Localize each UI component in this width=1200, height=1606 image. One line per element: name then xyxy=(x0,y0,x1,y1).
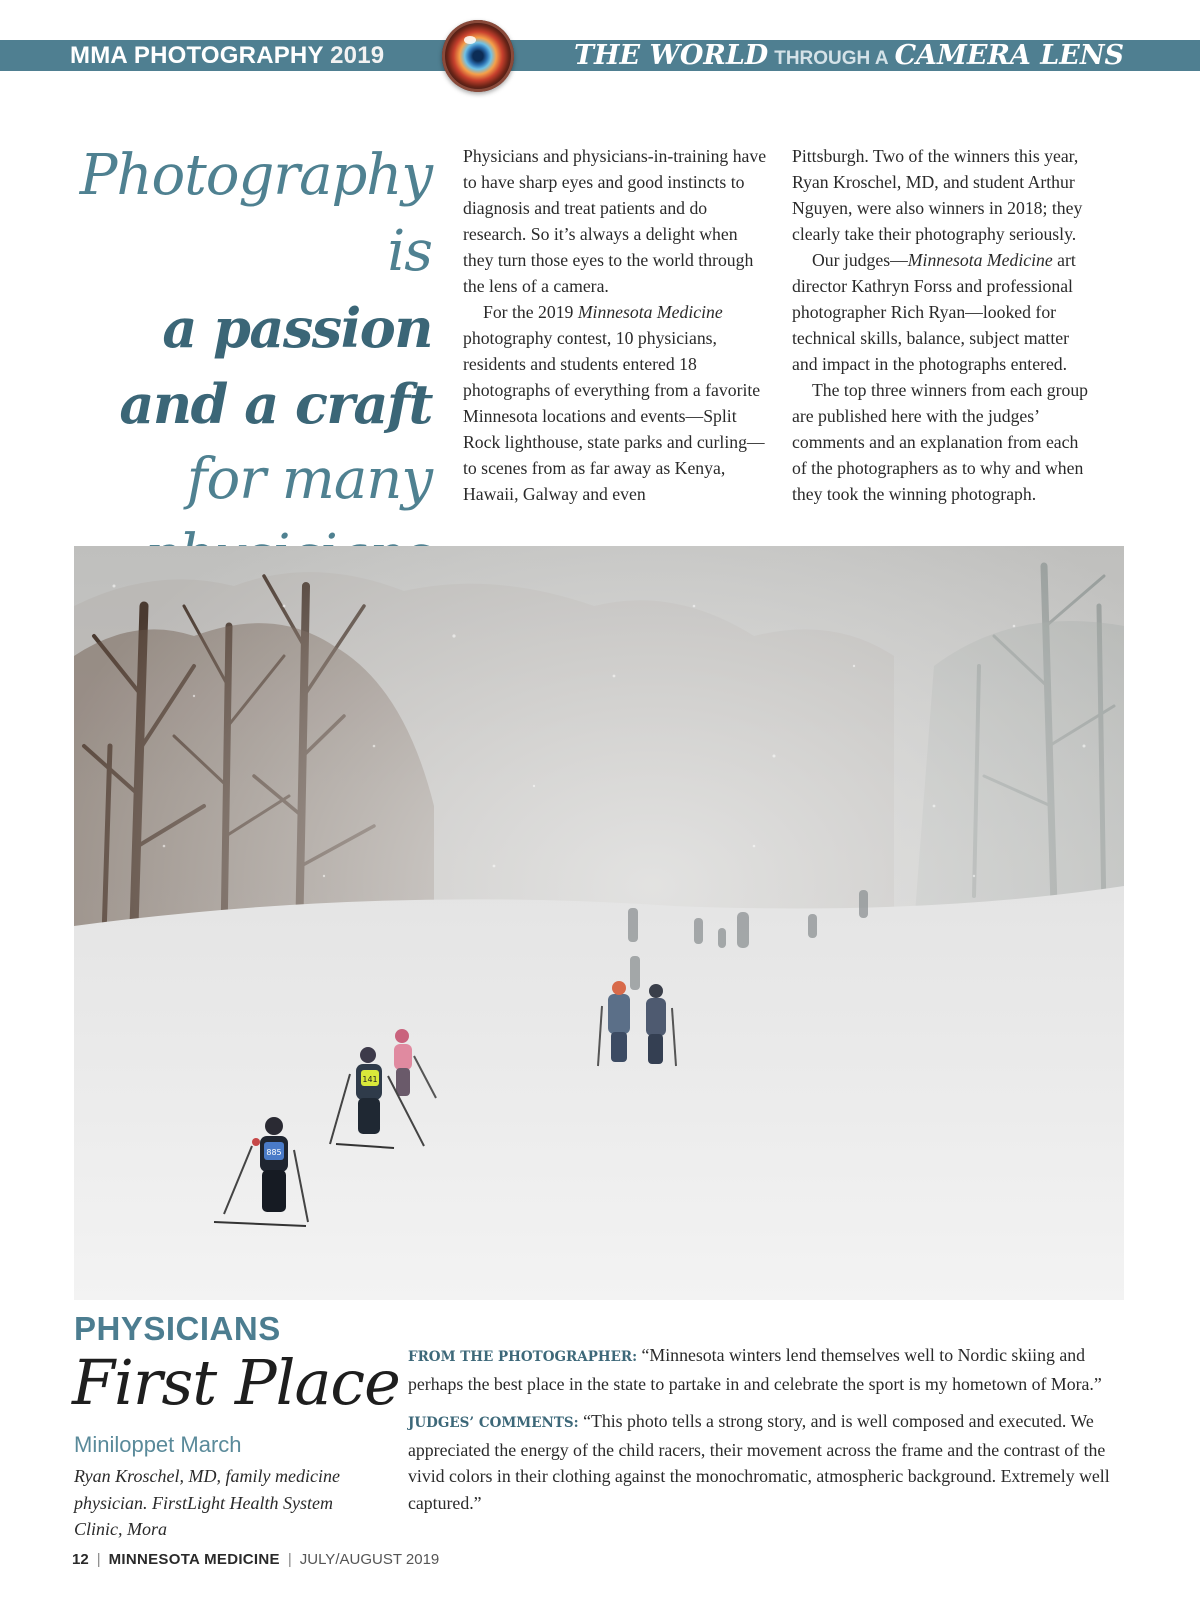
award-category: PHYSICIANS xyxy=(74,1310,281,1347)
camera-lens-icon xyxy=(442,20,514,92)
headline xyxy=(60,138,432,594)
intro-column-1 xyxy=(463,143,767,507)
series-title-part3: CAMERA LENS xyxy=(894,40,1124,71)
intro-paragraph-5: The top three winners from each group are published here with the judges’ comments and an explanation from each of the photographers as to why and when they took the winning photograph. xyxy=(792,380,1089,504)
series-title-part2: THROUGH A xyxy=(774,48,889,69)
award-comments xyxy=(408,1342,1120,1527)
headline-line-1: Photography is xyxy=(79,143,432,284)
magazine-name: MINNESOTA MEDICINE xyxy=(108,1551,280,1568)
header-banner xyxy=(0,40,1200,71)
photo-title: Miniloppet March xyxy=(74,1432,242,1457)
intro-p2-text-a: For the 2019 xyxy=(483,302,578,322)
intro-paragraph-4 xyxy=(792,247,1096,377)
award-place: First Place xyxy=(72,1346,400,1419)
intro-p2-magazine: Minnesota Medicine xyxy=(577,302,723,322)
photographer-label: FROM THE PHOTOGRAPHER: xyxy=(408,1349,638,1365)
headline-line-3: and a craft xyxy=(119,372,432,436)
intro-p4-text-b: art director Kathryn Forss and professional photographer Rich Ryan—looked for technical skills, balance, subject matter and impact in the photographs entered. xyxy=(792,250,1076,374)
photographer-statement xyxy=(408,1342,1120,1397)
photographer-text: “Minnesota winters lend themselves well to Nordic skiing and perhaps the best place in the state to partake in and celebrate the sport is my hometown of Mora.” xyxy=(408,1345,1102,1394)
section-year: 2019 xyxy=(330,42,385,69)
series-title xyxy=(574,40,1124,71)
bib-141: 141 xyxy=(362,1075,378,1084)
footer-separator: | xyxy=(96,1551,101,1568)
intro-p2-text-b: photography contest, 10 physicians, residents and students entered 18 photographs of everything from a favorite Minnesota locations and events—Split Rock lighthouse, state parks and curling—to scenes from as far away as Kenya, Hawaii, Galway and even xyxy=(463,328,765,504)
page-footer xyxy=(72,1551,439,1568)
intro-paragraph-2 xyxy=(463,299,767,507)
section-label xyxy=(70,40,384,71)
intro-paragraph-1: Physicians and physicians-in-training have to have sharp eyes and good instincts to diagnosis and treat patients and do research. So it’s always a delight when they turn those eyes to the world through the lens of a camera. xyxy=(463,146,767,296)
intro-p4-magazine: Minnesota Medicine xyxy=(907,250,1053,270)
issue-date: JULY/AUGUST 2019 xyxy=(299,1551,440,1568)
photo-credit: Ryan Kroschel, MD, family medicine physician. FirstLight Health System Clinic, Mora xyxy=(74,1466,340,1539)
footer-separator-2: | xyxy=(287,1551,292,1568)
headline-line-4: for many xyxy=(186,447,432,512)
page-number: 12 xyxy=(72,1551,89,1568)
intro-paragraph-3: Pittsburgh. Two of the winners this year, Ryan Kroschel, MD, and student Arthur Nguyen, were also winners in 2018; they clearly take their photography seriously. xyxy=(792,146,1083,244)
judges-statement xyxy=(408,1408,1120,1516)
headline-line-2: a passion xyxy=(162,296,432,360)
intro-column-2 xyxy=(792,143,1096,507)
snowy-ski-scene xyxy=(74,546,1124,1300)
bib-885: 885 xyxy=(266,1148,282,1157)
winning-photo xyxy=(74,546,1124,1300)
judges-text: “This photo tells a strong story, and is well composed and executed. We appreciated the energy of the child racers, their movement across the frame and the contrast of the vivid colors in their clothing against the monochromatic, atmospheric background. Extremely well captured.” xyxy=(408,1411,1110,1513)
section-label-text: MMA PHOTOGRAPHY xyxy=(70,42,324,69)
intro-p4-text-a: Our judges— xyxy=(812,250,908,270)
series-title-part1: THE WORLD xyxy=(573,40,769,71)
judges-label: JUDGES’ COMMENTS: xyxy=(408,1415,579,1431)
